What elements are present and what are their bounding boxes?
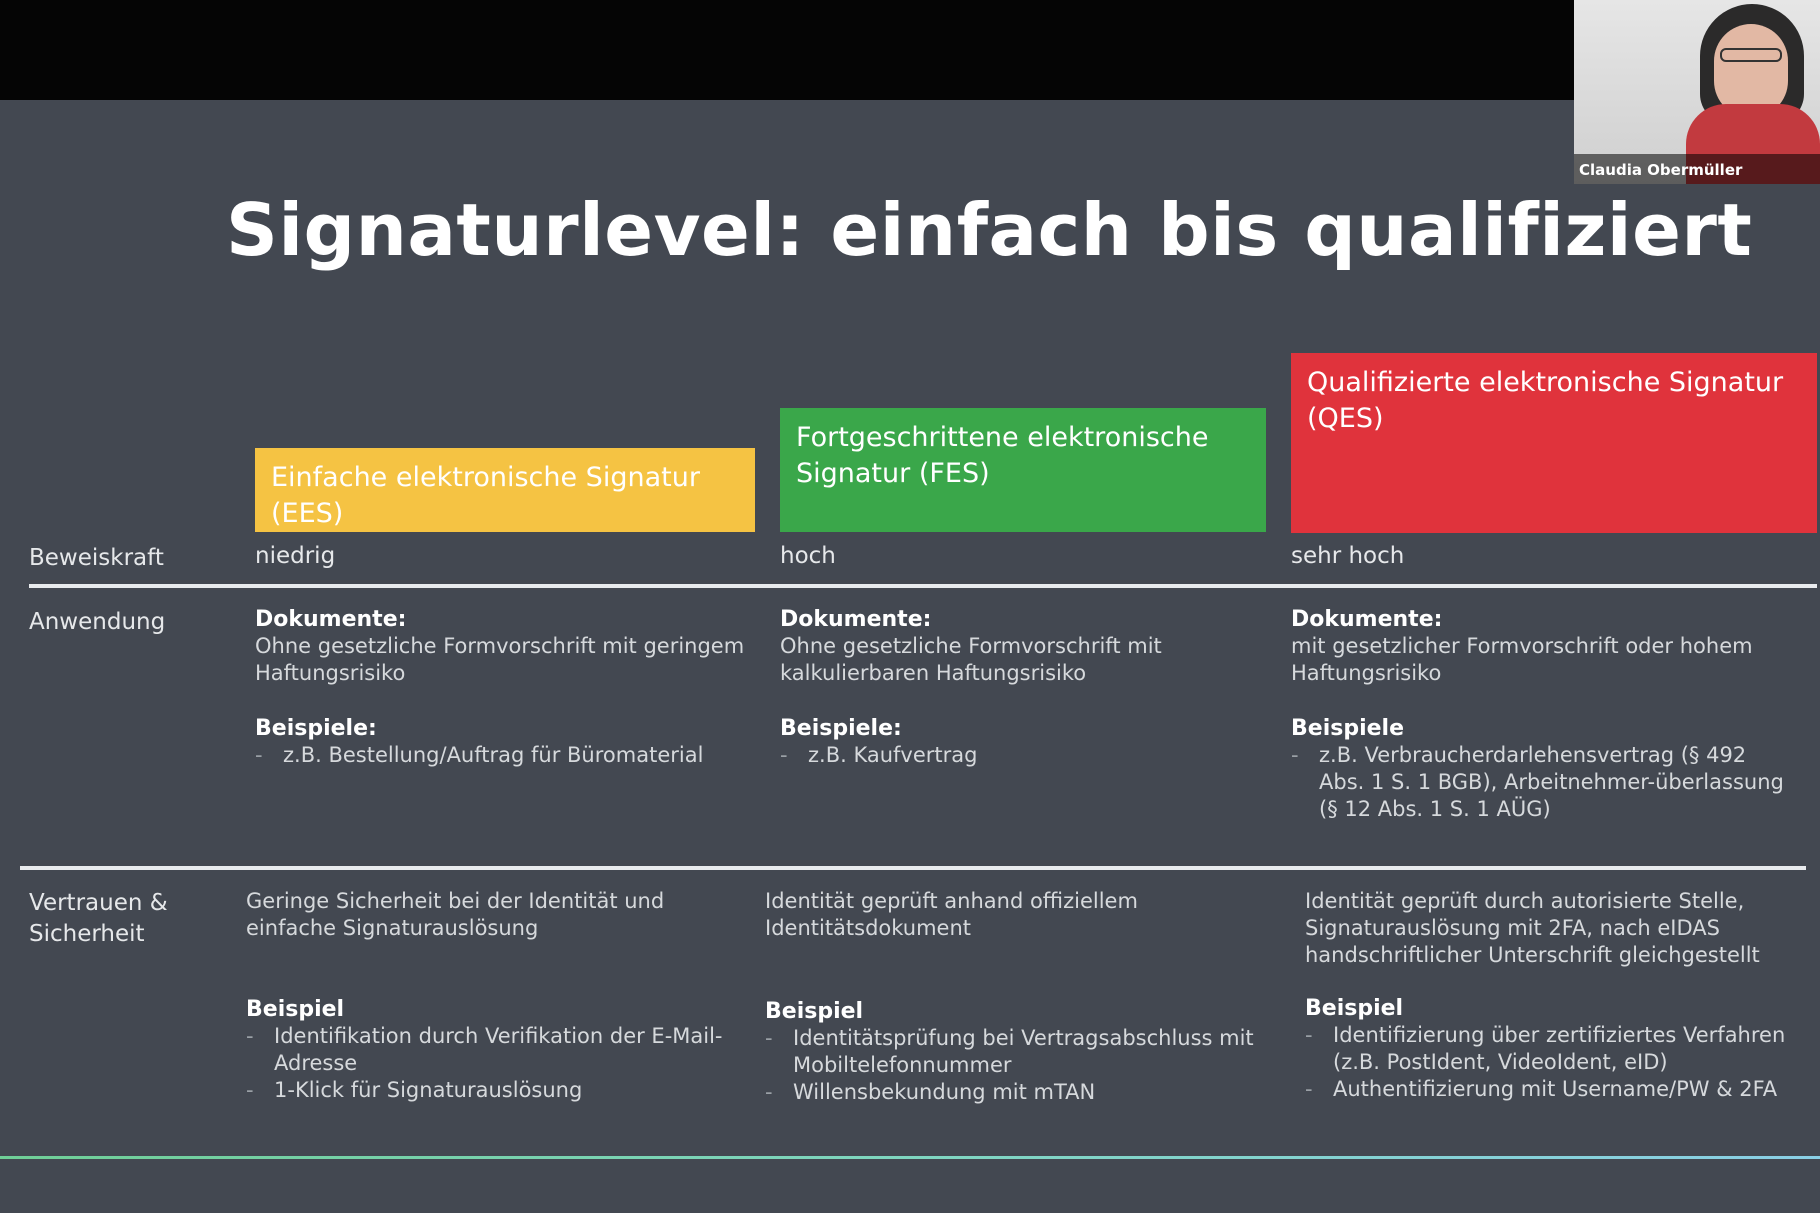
anwendung-cell-qes bbox=[1291, 606, 1791, 823]
list-item: - z.B. Verbraucherdarlehensvertrag (§ 492 Abs. 1 S. 1 BGB), Arbeitnehmer-überlassung (§ 12 Abs. 1 S. 1 AÜG) bbox=[1291, 742, 1791, 823]
examples-list bbox=[255, 742, 755, 769]
doc-text: Ohne gesetzliche Formvorschrift mit geringem Haftungsrisiko bbox=[255, 634, 745, 685]
divider-top bbox=[29, 584, 1817, 588]
list-item: - z.B. Bestellung/Auftrag für Büromaterial bbox=[255, 742, 755, 769]
anwendung-cell-ees bbox=[255, 606, 755, 769]
examples-heading: Beispiele: bbox=[780, 716, 902, 741]
row-label-beweiskraft: Beweiskraft bbox=[29, 545, 164, 571]
participant-video-glasses bbox=[1720, 48, 1782, 62]
security-text: Identität geprüft durch autorisierte Stelle, Signaturauslösung mit 2FA, nach eIDAS handschriftlicher Unterschrift gleichgestellt bbox=[1305, 889, 1760, 967]
level-box-ees bbox=[255, 448, 755, 532]
doc-heading: Dokumente: bbox=[255, 607, 407, 632]
vertrauen-cell-qes bbox=[1305, 888, 1815, 1103]
slide-bottom-accent-line bbox=[0, 1156, 1820, 1159]
list-item: - 1-Klick für Signaturauslösung bbox=[246, 1077, 746, 1104]
row-label-vertrauen: Vertrauen & Sicherheit bbox=[29, 890, 168, 947]
level-label-fes: Fortgeschrittene elektronische Signatur (FES) bbox=[796, 422, 1209, 489]
examples-list bbox=[780, 742, 1266, 769]
beweiskraft-ees: niedrig bbox=[255, 543, 336, 569]
doc-text: Ohne gesetzliche Formvorschrift mit kalkulierbaren Haftungsrisiko bbox=[780, 634, 1162, 685]
row-label-anwendung: Anwendung bbox=[29, 609, 166, 635]
examples-heading: Beispiel bbox=[765, 999, 864, 1024]
meeting-top-bar bbox=[0, 0, 1820, 100]
examples-heading: Beispiele bbox=[1291, 716, 1404, 741]
doc-text: mit gesetzlicher Formvorschrift oder hohem Haftungsrisiko bbox=[1291, 634, 1753, 685]
security-text: Identität geprüft anhand offiziellem Identitätsdokument bbox=[765, 889, 1138, 940]
examples-list bbox=[246, 1023, 746, 1104]
examples-heading: Beispiel bbox=[246, 997, 345, 1022]
list-item: - Identifikation durch Verifikation der E-Mail-Adresse bbox=[246, 1023, 746, 1077]
divider-middle bbox=[20, 866, 1806, 870]
vertrauen-cell-ees bbox=[246, 888, 746, 1104]
vertrauen-cell-fes bbox=[765, 888, 1265, 1106]
doc-heading: Dokumente: bbox=[780, 607, 932, 632]
slide-title: Signaturlevel: einfach bis qualifiziert bbox=[226, 188, 1753, 272]
examples-list bbox=[1305, 1022, 1815, 1103]
list-item: - z.B. Kaufvertrag bbox=[780, 742, 1266, 769]
participant-video-tile[interactable] bbox=[1574, 0, 1820, 184]
doc-heading: Dokumente: bbox=[1291, 607, 1443, 632]
list-item: - Authentifizierung mit Username/PW & 2FA bbox=[1305, 1076, 1815, 1103]
beweiskraft-qes: sehr hoch bbox=[1291, 543, 1405, 569]
examples-heading: Beispiel bbox=[1305, 996, 1404, 1021]
beweiskraft-fes: hoch bbox=[780, 543, 836, 569]
security-text: Geringe Sicherheit bei der Identität und einfache Signaturauslösung bbox=[246, 889, 665, 940]
level-label-ees: Einfache elektronische Signatur (EES) bbox=[271, 462, 700, 529]
examples-list bbox=[765, 1025, 1265, 1106]
examples-list bbox=[1291, 742, 1791, 823]
examples-heading: Beispiele: bbox=[255, 716, 377, 741]
list-item: - Identitätsprüfung bei Vertragsabschluss mit Mobiltelefonnummer bbox=[765, 1025, 1265, 1079]
level-box-fes bbox=[780, 408, 1266, 532]
level-box-qes bbox=[1291, 353, 1817, 533]
list-item: - Willensbekundung mit mTAN bbox=[765, 1079, 1265, 1106]
list-item: - Identifizierung über zertifiziertes Verfahren (z.B. PostIdent, VideoIdent, eID) bbox=[1305, 1022, 1815, 1076]
anwendung-cell-fes bbox=[780, 606, 1266, 769]
level-label-qes: Qualifizierte elektronische Signatur (QES) bbox=[1307, 367, 1784, 434]
participant-name: Claudia Obermüller bbox=[1579, 161, 1743, 179]
